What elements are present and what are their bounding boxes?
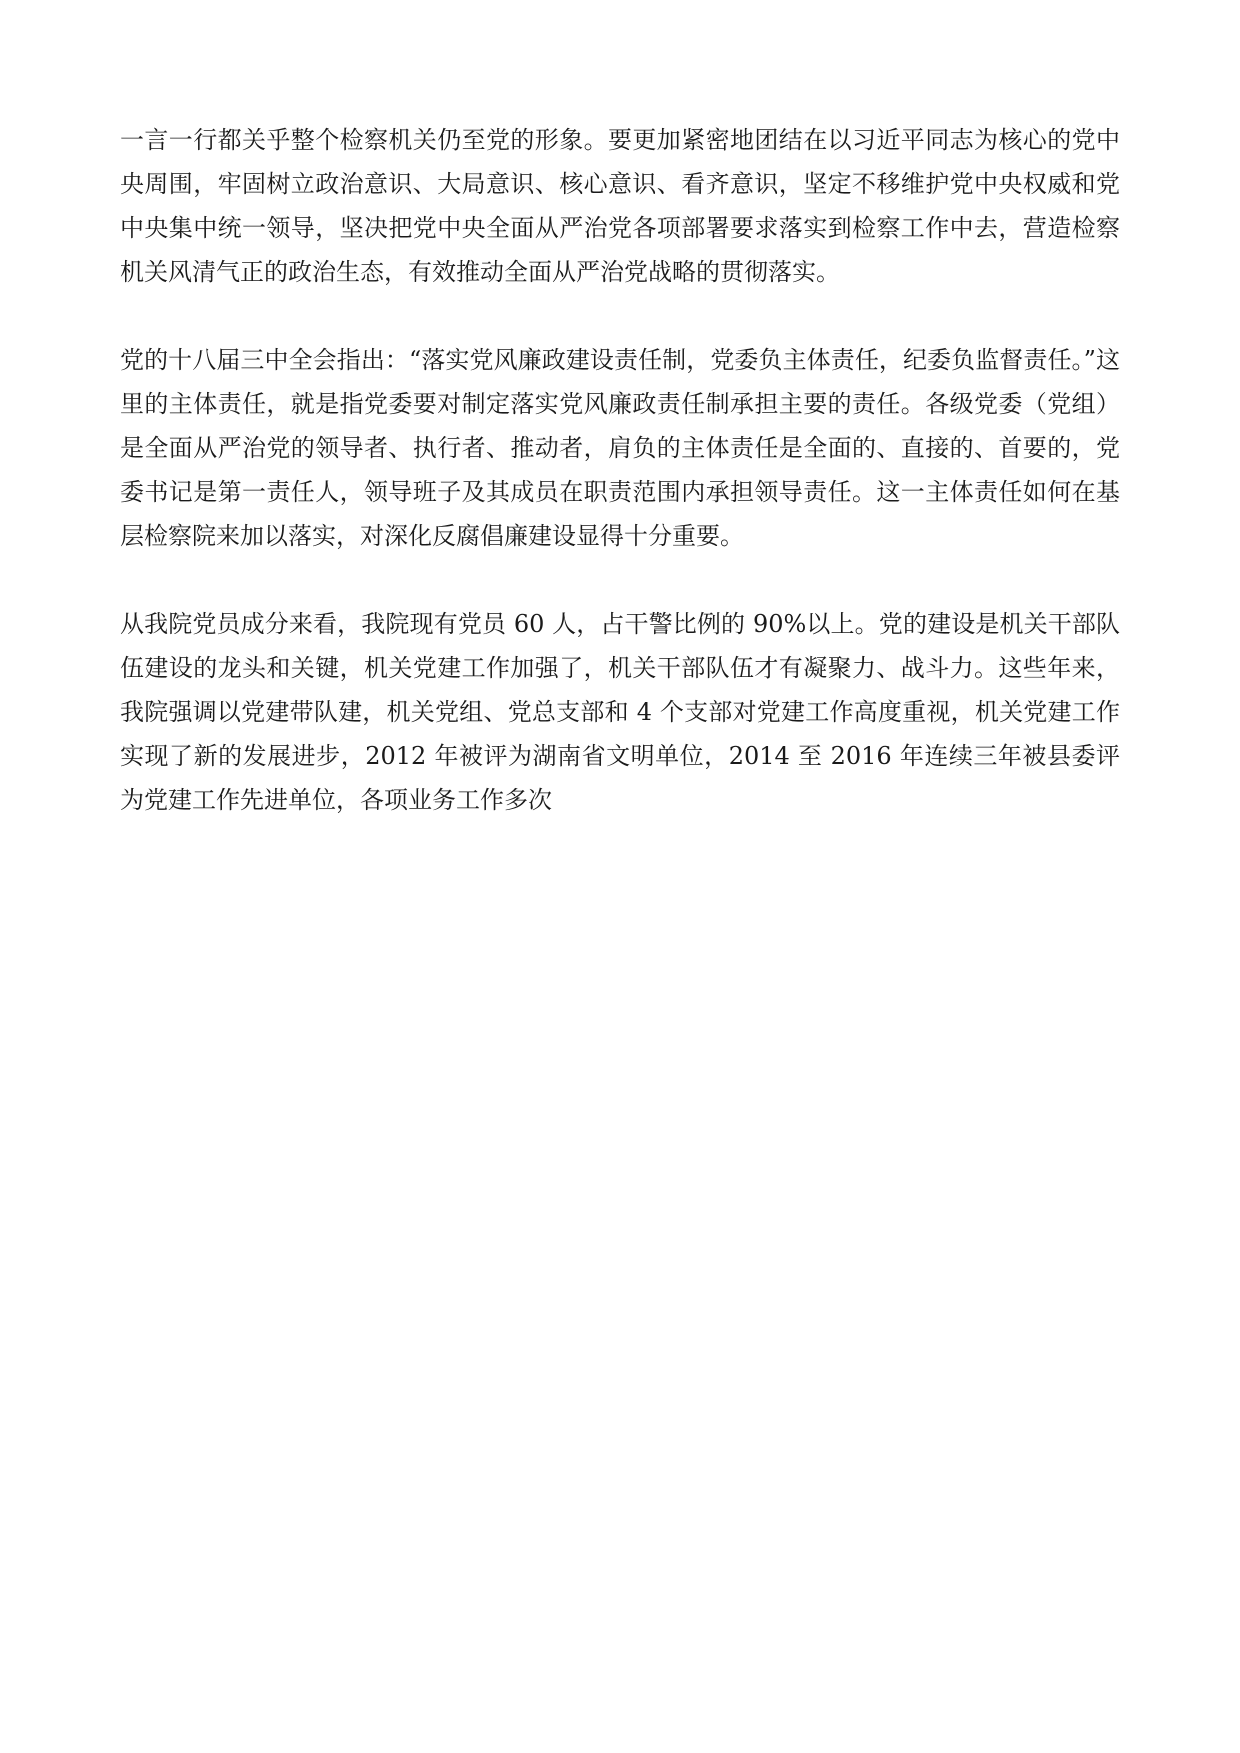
paragraph-2: 党的十八届三中全会指出：“落实党风廉政建设责任制，党委负主体责任，纪委负监督责任。”这里的主体责任，就是指党委要对制定落实党风廉政责任制承担主要的责任。各级党委（党组）是全面从严治党的领导者、执行者、推动者，肩负的主体责任是全面的、直接的、首要的，党委书记是第一责任人，领导班子及其成员在职责范围内承担领导责任。这一主体责任如何在基层检察院来加以落实，对深化反腐倡廉建设显得十分重要。	[120, 346, 1120, 550]
paragraph-1: 一言一行都关乎整个检察机关仍至党的形象。要更加紧密地团结在以习近平同志为核心的党中央周围，牢固树立政治意识、大局意识、核心意识、看齐意识，坚定不移维护党中央权威和党中央集中统一领导，坚决把党中央全面从严治党各项部署要求落实到检察工作中去，营造检察机关风清气正的政治生态，有效推动全面从严治党战略的贯彻落实。	[120, 126, 1120, 286]
document-body	[120, 118, 1120, 822]
paragraph-3: 从我院党员成分来看，我院现有党员 60 人，占干警比例的 90%以上。党的建设是机关干部队伍建设的龙头和关键，机关党建工作加强了，机关干部队伍才有凝聚力、战斗力。这些年来，我院强调以党建带队建，机关党组、党总支部和 4 个支部对党建工作高度重视，机关党建工作实现了新的发展进步，2012 年被评为湖南省文明单位，2014 至 2016 年连续三年被县委评为党建工作先进单位，各项业务工作多次	[120, 610, 1120, 814]
